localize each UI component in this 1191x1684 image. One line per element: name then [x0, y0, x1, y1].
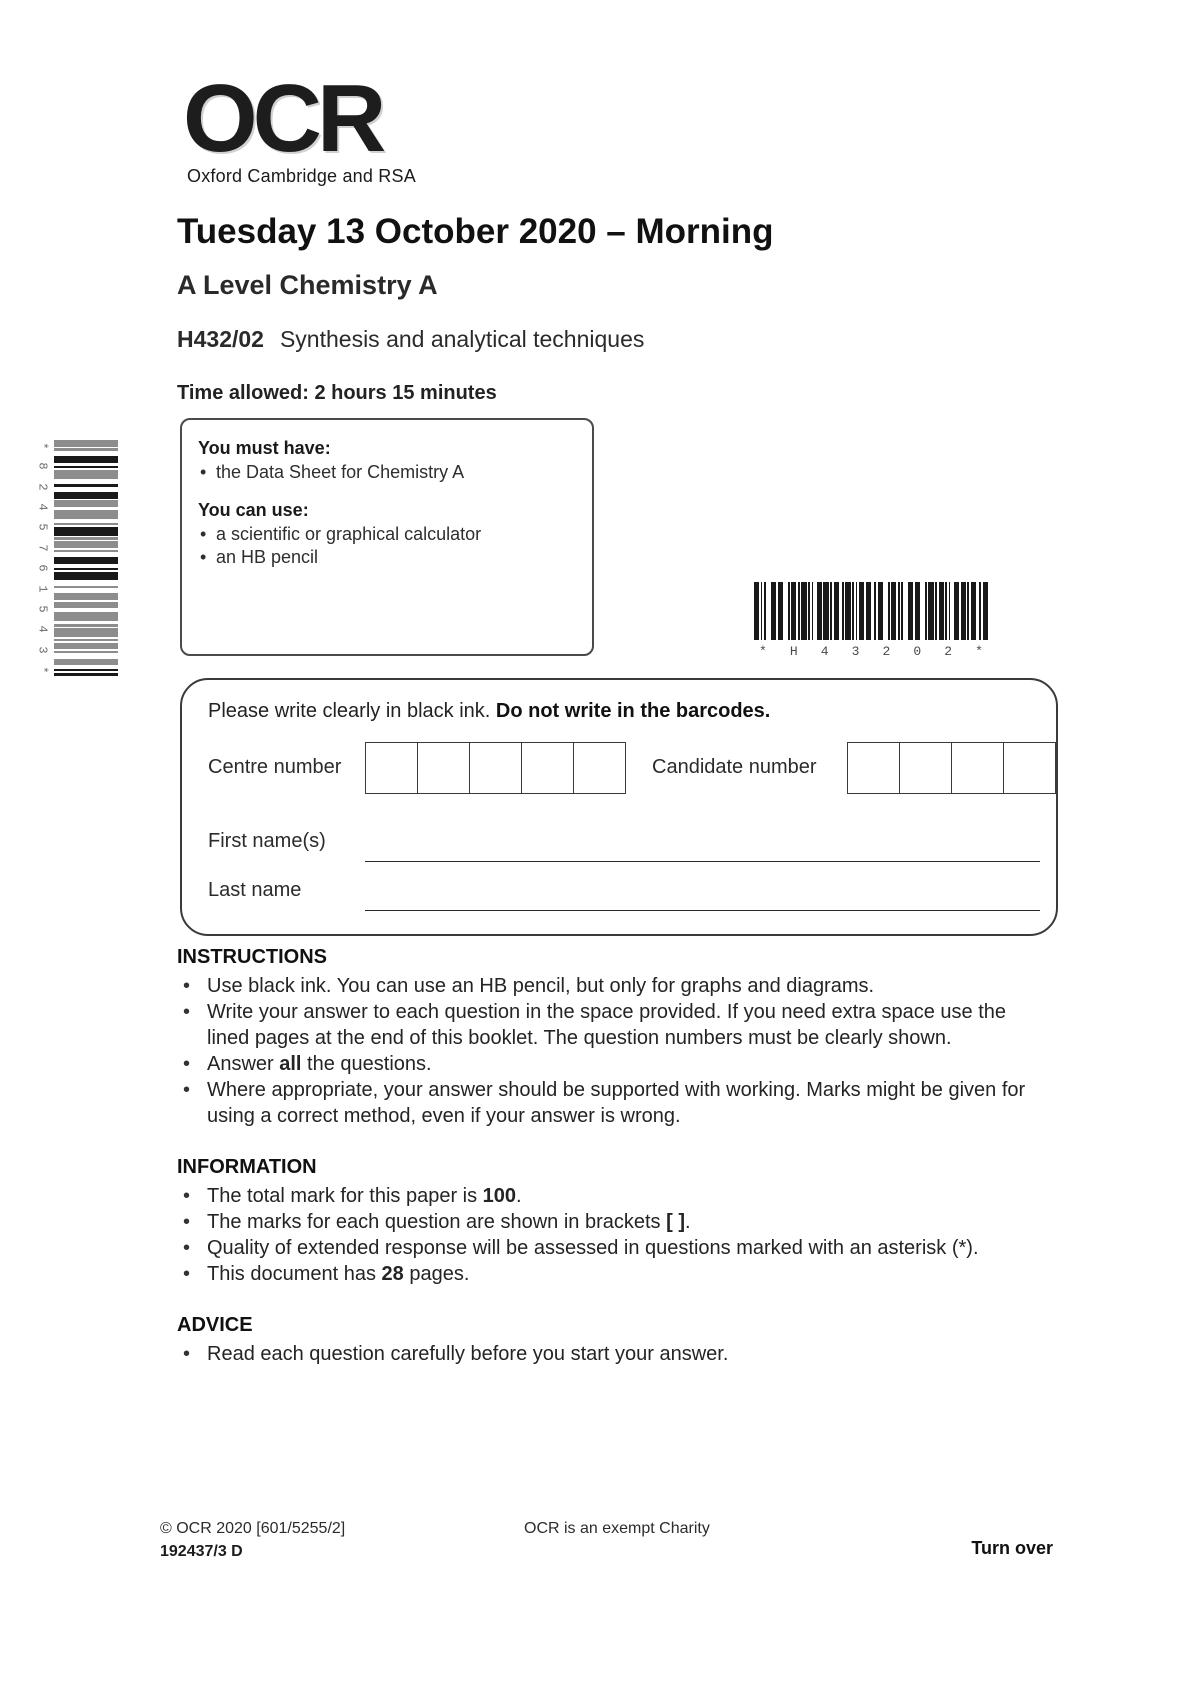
barcode-bar: [928, 582, 933, 640]
first-name-label: First name(s): [208, 830, 326, 852]
section-heading-instructions: INSTRUCTIONS: [177, 946, 327, 968]
barcode-bar: [949, 582, 951, 640]
barcode-bar: [54, 593, 118, 600]
bullet-item: [177, 1341, 1043, 1367]
barcode-bar: [961, 582, 966, 640]
text: the Data Sheet for Chemistry A: [216, 462, 465, 482]
barcode-bar: [54, 586, 118, 588]
barcode-bar: [812, 582, 814, 640]
digit-cell[interactable]: [469, 742, 522, 794]
barcode-bar: [54, 537, 118, 539]
text: a scientific or graphical calculator: [216, 524, 482, 544]
barcode-char: 8: [35, 462, 50, 470]
barcode-bar: [754, 582, 759, 640]
first-name-input[interactable]: [365, 860, 1040, 862]
barcode-bar: [54, 651, 118, 653]
can-use-list: [198, 523, 576, 569]
barcode-bar: [54, 440, 118, 447]
text: The marks for each question are shown in brackets: [207, 1211, 667, 1233]
section-heading-information: INFORMATION: [177, 1156, 317, 1178]
barcode-bar: [939, 582, 944, 640]
barcode-bar: [898, 582, 900, 640]
barcode-bar: [915, 582, 920, 640]
barcode-char: 0: [913, 644, 922, 659]
barcode-bar: [908, 582, 913, 640]
bullet-item: [177, 1209, 1043, 1235]
barcode-bar: [54, 612, 118, 621]
barcode-bar: [788, 582, 790, 640]
text: Read each question carefully before you start your answer.: [207, 1343, 729, 1365]
text: Write your answer to each question in the space provided. If you need extra space use the lined pages at the end of this booklet. The question numbers must be clearly shown.: [207, 1001, 1006, 1049]
barcode-char: *: [975, 644, 983, 659]
barcode-bar: [778, 582, 783, 640]
barcode-bar: [54, 602, 118, 609]
barcode-bar: [859, 582, 864, 640]
barcode-bar: [54, 492, 118, 499]
bold-text: all: [279, 1053, 302, 1075]
centre-number-cells: [365, 742, 626, 794]
barcode-char: 5: [35, 523, 50, 532]
must-have-label: You must have:: [198, 438, 331, 458]
barcode-char: 4: [820, 644, 829, 659]
digit-cell[interactable]: [899, 742, 952, 794]
bullet-item: [177, 1261, 1043, 1287]
section-list-advice: [177, 1341, 1043, 1367]
barcode-bar: [54, 628, 118, 637]
bullet-item: [177, 999, 1043, 1051]
text: pages.: [403, 1263, 470, 1285]
barcode-bar: [764, 582, 766, 640]
materials-box: [180, 418, 594, 656]
barcode-bar: [54, 572, 118, 581]
barcode-bar: [925, 582, 927, 640]
time-allowed: Time allowed: 2 hours 15 minutes: [177, 382, 497, 404]
barcode-char: 6: [35, 564, 50, 572]
bullet-item: [177, 1183, 1043, 1209]
barcode-bar: [852, 582, 854, 640]
barcode-bar: [54, 557, 118, 564]
barcode-bar: [891, 582, 896, 640]
last-name-input[interactable]: [365, 909, 1040, 911]
bullet-item: [198, 461, 576, 484]
footer-charity-note: OCR is an exempt Charity: [524, 1520, 710, 1537]
black-ink-note-bold: Do not write in the barcodes.: [495, 700, 771, 722]
digit-cell[interactable]: [573, 742, 626, 794]
can-use-label: You can use:: [198, 500, 309, 520]
paper-code: H432/02: [177, 326, 264, 352]
candidate-number-label: Candidate number: [652, 756, 817, 778]
bullet-item: [177, 1077, 1043, 1129]
digit-cell[interactable]: [365, 742, 418, 794]
footer-doc-ref: 192437/3 D: [160, 1543, 243, 1560]
barcode-bar: [808, 582, 810, 640]
barcode-bar: [866, 582, 871, 640]
ocr-logo-text: OCR: [183, 65, 382, 172]
text: Quality of extended response will be assessed in questions marked with an asterisk (*).: [207, 1237, 979, 1259]
barcode-bar: [54, 470, 118, 479]
barcode-bar: [901, 582, 903, 640]
bold-text: 100: [482, 1185, 517, 1207]
side-barcode-text: [34, 440, 54, 676]
section-heading-advice: ADVICE: [177, 1314, 253, 1336]
text: .: [685, 1211, 691, 1233]
barcode-bar: [945, 582, 947, 640]
barcode-bar: [823, 582, 828, 640]
barcode-bar: [771, 582, 776, 640]
barcode-bar: [54, 624, 118, 626]
black-ink-note: [208, 700, 770, 723]
barcode-bar: [54, 669, 118, 671]
qualification-title: A Level Chemistry A: [177, 270, 438, 300]
barcode-bar: [791, 582, 796, 640]
bullet-item: [177, 973, 1043, 999]
ocr-logo-tagline: Oxford Cambridge and RSA: [187, 166, 416, 186]
text: The total mark for this paper is: [207, 1185, 483, 1207]
text: an HB pencil: [216, 547, 319, 567]
main-barcode-bars: [754, 582, 988, 640]
text: Use black ink. You can use an HB pencil, but only for graphs and diagrams.: [207, 975, 875, 997]
barcode-char: 4: [35, 625, 50, 633]
paper-title-line: [177, 326, 644, 353]
barcode-bar: [54, 484, 118, 486]
barcode-char: *: [35, 666, 50, 674]
black-ink-note-regular: Please write clearly in black ink.: [208, 700, 496, 722]
barcode-bar: [54, 466, 118, 468]
candidate-number-cells: [847, 742, 1056, 794]
bullet-item: [198, 523, 576, 546]
text: .: [516, 1185, 522, 1207]
digit-cell[interactable]: [951, 742, 1004, 794]
must-have-list: [198, 461, 576, 484]
section-list-instructions: [177, 973, 1043, 1129]
barcode-bar: [830, 582, 832, 640]
barcode-bar: [845, 582, 850, 640]
last-name-label: Last name: [208, 879, 302, 901]
barcode-bar: [54, 456, 118, 463]
main-barcode: [754, 582, 988, 659]
bold-text: 28: [381, 1263, 404, 1285]
exam-date-title: Tuesday 13 October 2020 – Morning: [177, 212, 774, 251]
barcode-char: 2: [35, 483, 50, 491]
barcode-bar: [54, 568, 118, 570]
paper-title: Synthesis and analytical techniques: [279, 326, 645, 352]
barcode-bar: [878, 582, 883, 640]
barcode-char: 5: [35, 605, 50, 613]
bold-text: [ ]: [666, 1211, 686, 1233]
bullet-item: [177, 1235, 1043, 1261]
turn-over-label: Turn over: [971, 1538, 1053, 1558]
barcode-bar: [54, 527, 118, 536]
digit-cell[interactable]: [847, 742, 900, 794]
barcode-char: 2: [882, 644, 891, 659]
barcode-bar: [761, 582, 763, 640]
footer-copyright: © OCR 2020 [601/5255/2]: [160, 1520, 346, 1537]
barcode-char: 7: [35, 544, 50, 552]
text: Answer: [207, 1053, 280, 1075]
digit-cell[interactable]: [417, 742, 470, 794]
barcode-bar: [54, 500, 118, 507]
bullet-item: [198, 546, 576, 569]
digit-cell[interactable]: [1003, 742, 1056, 794]
barcode-bar: [798, 582, 800, 640]
barcode-char: *: [35, 442, 50, 450]
barcode-bar: [954, 582, 959, 640]
barcode-bar: [54, 639, 118, 641]
barcode-bar: [971, 582, 976, 640]
section-list-information: [177, 1183, 1043, 1287]
barcode-char: 4: [35, 503, 50, 511]
ocr-logo: [183, 65, 382, 172]
barcode-bar: [834, 582, 839, 640]
side-barcode-bars: [54, 440, 118, 676]
barcode-bar: [983, 582, 988, 640]
barcode-char: 2: [944, 644, 953, 659]
text: the questions.: [301, 1053, 432, 1075]
barcode-bar: [888, 582, 890, 640]
barcode-bar: [54, 550, 118, 552]
barcode-bar: [979, 582, 981, 640]
barcode-char: *: [759, 644, 767, 659]
barcode-bar: [54, 541, 118, 548]
barcode-bar: [856, 582, 858, 640]
centre-number-label: Centre number: [208, 756, 342, 778]
barcode-bar: [54, 510, 118, 519]
barcode-bar: [54, 659, 118, 666]
barcode-bar: [935, 582, 937, 640]
barcode-bar: [801, 582, 806, 640]
rubric-sections: [177, 946, 1043, 1367]
barcode-char: H: [789, 644, 798, 659]
barcode-bar: [967, 582, 969, 640]
side-barcode: [34, 440, 118, 676]
barcode-char: 1: [35, 584, 50, 593]
bullet-item: [177, 1051, 1043, 1077]
barcode-bar: [54, 448, 118, 450]
main-barcode-text: [754, 644, 988, 659]
barcode-char: 3: [35, 645, 50, 654]
barcode-bar: [817, 582, 822, 640]
text: This document has: [207, 1263, 382, 1285]
barcode-bar: [874, 582, 876, 640]
barcode-bar: [54, 643, 118, 650]
text: Where appropriate, your answer should be supported with working. Marks might be given for using a correct method, even if your answer is wrong.: [207, 1079, 1026, 1127]
candidate-details-box: [180, 678, 1058, 936]
barcode-bar: [54, 523, 118, 525]
barcode-bar: [54, 673, 118, 676]
barcode-char: 3: [851, 644, 860, 659]
digit-cell[interactable]: [521, 742, 574, 794]
barcode-bar: [842, 582, 844, 640]
